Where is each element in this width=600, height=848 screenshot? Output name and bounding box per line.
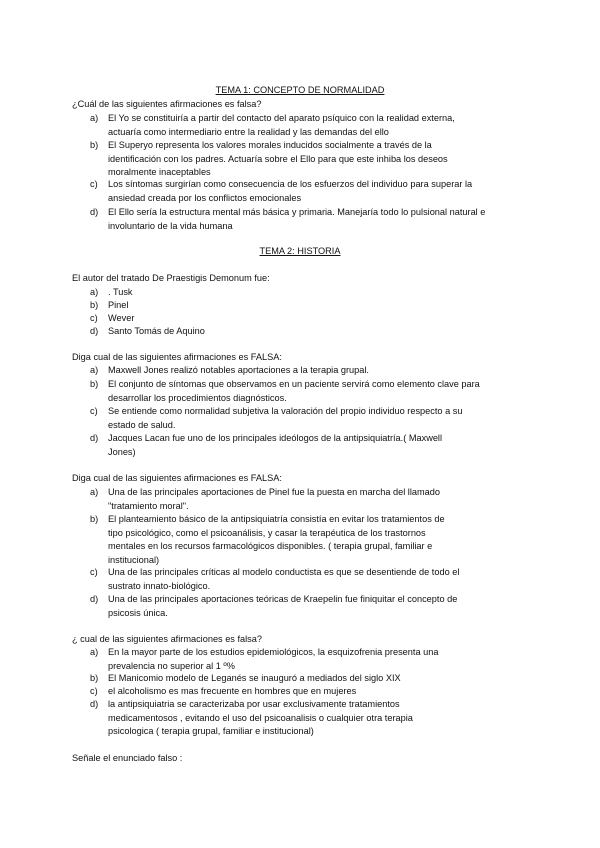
option-line: "tratamiento moral". [108, 500, 189, 511]
option-line: En la mayor parte de los estudios epidemiológicos, la esquizofrenia presenta una [108, 647, 439, 657]
tema2-q3-question: Diga cual de las siguientes afirmaciones es FALSA: [72, 473, 282, 483]
option-line: involuntario de la vida humana [108, 220, 233, 231]
tema2-q2-question: Diga cual de las siguientes afirmaciones es FALSA: [72, 352, 282, 362]
option-line: Pinel [108, 300, 129, 310]
option-label: a) [90, 487, 99, 497]
option-line: Santo Tomás de Aquino [108, 326, 205, 336]
option-line: moralmente inaceptables [108, 167, 211, 178]
option-label: b) [90, 140, 99, 150]
tema2-title: TEMA 2: HISTORIA [259, 246, 341, 256]
tema2-q1-question: El autor del tratado De Praestigis Demonum fue: [72, 273, 270, 283]
option-label: c) [90, 313, 98, 323]
option-label: d) [90, 326, 99, 336]
option-line: actuaría como intermediario entre la realidad y las demandas del ello [108, 126, 389, 137]
option-line: Una de las principales críticas al modelo conductista es que se desentiende de todo el [108, 567, 460, 577]
option-line: Una de las principales aportaciones teóricas de Kraepelin fue finiquitar el concepto de [108, 594, 458, 604]
option-line: Jacques Lacan fue uno de los principales ideólogos de la antipsiquiatría.( Maxwell [108, 433, 443, 443]
option-line: identificación con los padres. Actuaría sobre el Ello para que este inhiba los deseos [108, 153, 448, 164]
option-label: c) [90, 406, 98, 416]
option-line: Wever [108, 313, 135, 323]
option-line: estado de salud. [108, 419, 176, 430]
option-line: mentales en los recursos farmacológicos disponibles. ( terapia grupal, familiar e [108, 541, 433, 552]
option-line: Los síntomas surgirían como consecuencia de los esfuerzos del individuo para superar la [108, 179, 473, 189]
option-line: Una de las principales aportaciones de Pinel fue la puesta en marcha del llamado [108, 487, 440, 497]
option-line: El Manicomio modelo de Leganés se inauguró a mediados del siglo XIX [108, 673, 401, 683]
option-label: b) [90, 379, 99, 389]
option-label: a) [90, 647, 99, 657]
option-line: tipo psicológico, como el psicoanálisis, y casar la terapéutica de los trastornos [108, 527, 426, 538]
option-line: medicamentosos , evitando el uso del psicoanalisis o cualquier otra terapia [108, 712, 413, 723]
option-line: la antipsiquiatria se caracterizaba por usar exclusivamente tratamientos [108, 699, 400, 709]
option-line: psicosis única. [108, 607, 168, 618]
tema1-title: TEMA 1: CONCEPTO DE NORMALIDAD [215, 85, 385, 95]
option-label: c) [90, 179, 98, 189]
option-line: Se entiende como normalidad subjetiva la valoración del propio individuo respecto a su [108, 406, 463, 416]
option-line: institucional) [108, 554, 160, 565]
option-line: El conjunto de síntomas que observamos en un paciente servirá como elemento clave para [108, 379, 480, 389]
option-label: d) [90, 699, 99, 709]
option-line: El Ello sería la estructura mental más básica y primaria. Manejaría todo lo pulsional natural e [108, 207, 486, 217]
option-label: a) [90, 365, 99, 375]
option-label: c) [90, 686, 98, 696]
option-line: El Yo se constituiría a partir del contacto del aparato psíquico con la realidad externa, [108, 113, 455, 123]
option-label: b) [90, 300, 99, 310]
option-line: . Tusk [108, 287, 133, 297]
option-label: d) [90, 594, 99, 604]
option-line: El planteamiento básico de la antipsiquiatría consistía en evitar los tratamientos de [108, 514, 445, 524]
option-line: Maxwell Jones realizó notables aportaciones a la terapia grupal. [108, 365, 369, 375]
option-line: psicologica ( terapia grupal, familiar e institucional) [108, 726, 314, 737]
option-label: c) [90, 567, 98, 577]
option-line: Jones) [108, 446, 136, 457]
option-label: b) [90, 673, 99, 683]
option-label: d) [90, 207, 99, 217]
option-line: el alcoholismo es mas frecuente en hombres que en mujeres [108, 686, 357, 696]
option-line: desarrollar los procedimientos diagnósticos. [108, 392, 287, 403]
tema2-q4-question: ¿ cual de las siguientes afirmaciones es falsa? [72, 634, 262, 644]
tema1-question: ¿Cuál de las siguientes afirmaciones es falsa? [72, 99, 262, 109]
option-label: a) [90, 113, 99, 123]
option-label: b) [90, 514, 99, 524]
tema2-q5-question: Señale el enunciado falso : [72, 753, 183, 763]
option-line: El Superyo representa los valores morales inducidos socialmente a través de la [108, 140, 432, 150]
option-label: a) [90, 287, 99, 297]
option-line: sustrato innato-biológico. [108, 580, 211, 591]
option-line: prevalencia no superior al 1 º% [108, 660, 235, 671]
option-line: ansiedad creada por los conflictos emocionales [108, 192, 302, 203]
option-label: d) [90, 433, 99, 443]
